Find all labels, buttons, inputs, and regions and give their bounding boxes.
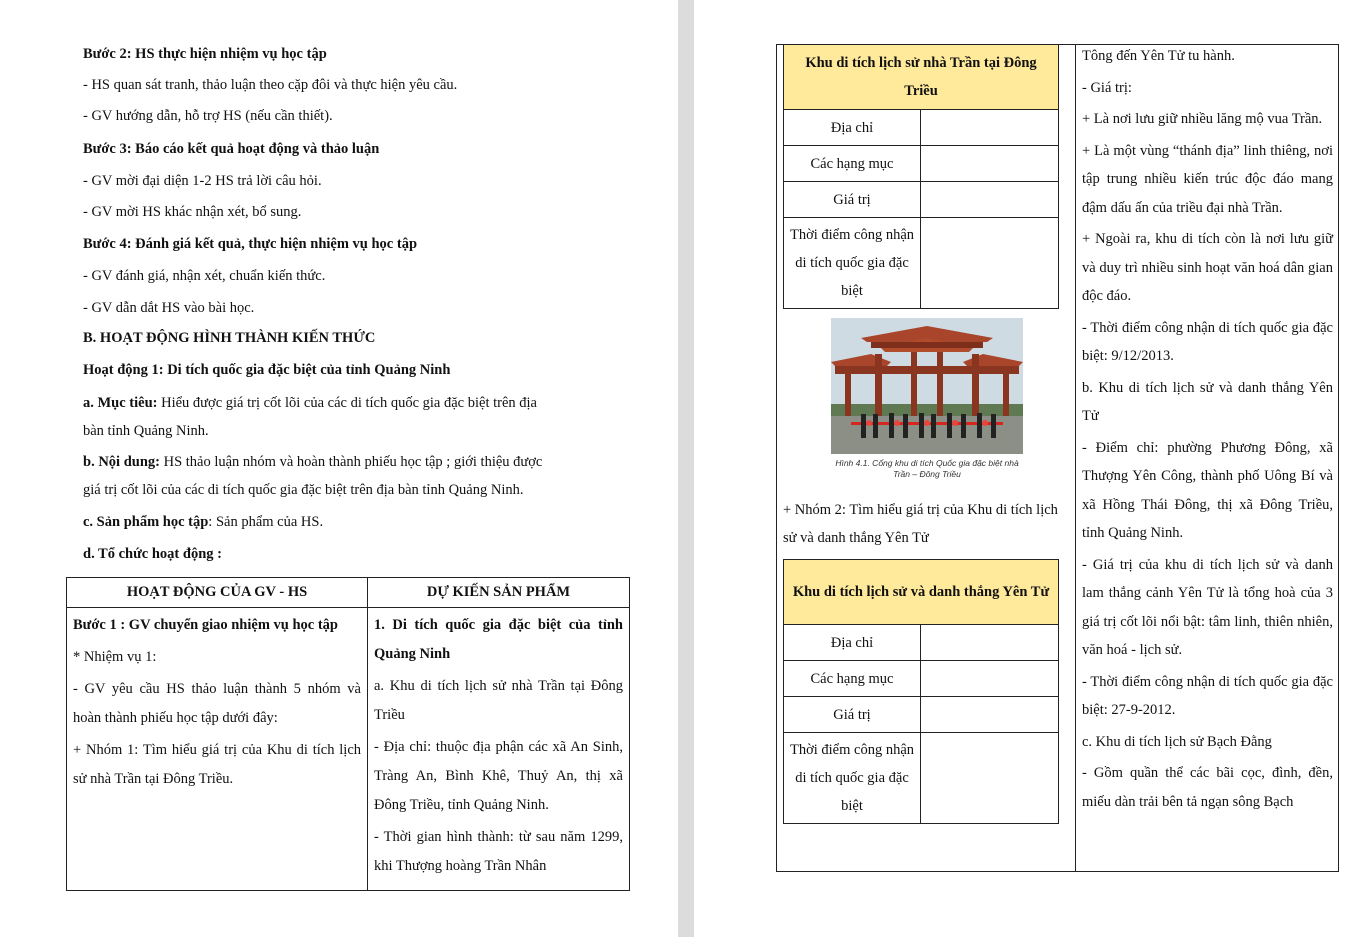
text-run: : Sản phẩm của HS. (208, 514, 324, 530)
gate-photo (831, 318, 1023, 454)
text-run: - GV mời HS khác nhận xét, bổ sung. (83, 204, 302, 220)
worksheet-cell (921, 697, 1059, 733)
bold-text: d. Tổ chức hoạt động : (83, 546, 222, 562)
text-run: - GV yêu cầu HS thảo luận thành 5 nhóm và hoàn thành phiếu học tập dưới đây: (73, 681, 361, 726)
bold-text: Bước 2: HS thực hiện nhiệm vụ học tập (83, 46, 327, 62)
product-cell (368, 608, 630, 891)
worksheet-cell (921, 146, 1059, 182)
worksheet-row-label: Giá trị (784, 182, 921, 218)
bold-text: Hoạt động 1: Di tích quốc gia đặc biệt của tỉnh Quảng Ninh (83, 362, 451, 378)
paragraph-line (83, 236, 417, 253)
activity-cell (67, 608, 368, 891)
bold-text: a. Mục tiêu: (83, 395, 158, 411)
right-column-paragraph: + Là một vùng “thánh địa” linh thiêng, nơi tập trung nhiều kiến trúc độc đáo mang đậm dấu ấn của triều đại nhà Trần. (1082, 142, 1333, 216)
worksheet-header: Khu di tích lịch sử và danh thắng Yên Tử (784, 560, 1059, 625)
right-column-paragraph: - Điểm chỉ: phường Phương Đông, xã Thượng Yên Công, thành phố Uông Bí và xã Hồng Thái Đông, thị xã Đông Triều, tỉnh Quảng Ninh. (1082, 439, 1333, 541)
bold-text: c. Sản phẩm học tập (83, 514, 209, 530)
worksheet-row-label: Giá trị (784, 697, 921, 733)
bold-text: Bước 4: Đánh giá kết quả, thực hiện nhiệm vụ học tập (83, 236, 418, 252)
paragraph-line (83, 141, 379, 158)
paragraph-line (83, 173, 322, 190)
right-column-paragraph: - Giá trị của khu di tích lịch sử và danh lam thắng cảnh Yên Tử là tổng hoà của 3 giá trị cốt lõi nổi bật: tâm linh, thiên nhiên, văn hoá - lịch sử. (1082, 556, 1333, 658)
cell-paragraph (73, 675, 361, 733)
text-run: a. Khu di tích lịch sử nhà Trần tại Đông Triều (374, 678, 623, 723)
paragraph-line (83, 454, 542, 471)
paragraph-line (83, 395, 537, 412)
text-run: - GV mời đại diện 1-2 HS trả lời câu hỏi. (83, 173, 322, 189)
worksheet-row-label: Thời điểm công nhận di tích quốc gia đặc biệt (784, 218, 921, 309)
worksheet-cell (921, 625, 1059, 661)
text-run: - Thời gian hình thành: từ sau năm 1299, khi Thượng hoàng Trần Nhân (374, 829, 623, 874)
activity-table (66, 577, 630, 891)
worksheet-cell (921, 182, 1059, 218)
worksheet-cell (921, 218, 1059, 309)
cell-paragraph (73, 643, 361, 672)
paragraph-line (83, 423, 209, 440)
cell-paragraph (374, 672, 623, 730)
text-run: HS thảo luận nhóm và hoàn thành phiếu học tập ; giới thiệu được (159, 454, 543, 470)
right-column-paragraph: - Gồm quần thể các bãi cọc, đình, đền, miếu dàn trải bên tả ngạn sông Bạch (1082, 765, 1333, 810)
right-column-paragraph: Tông đến Yên Tử tu hành. (1082, 48, 1235, 64)
paragraph-line (83, 330, 375, 347)
text-run: bàn tỉnh Quảng Ninh. (83, 423, 209, 439)
text-run: giá trị cốt lõi của các di tích quốc gia đặc biệt trên địa bàn tỉnh Quảng Ninh. (83, 482, 524, 498)
bold-text: b. Nội dung: (83, 454, 160, 470)
right-column-paragraph: - Thời điểm công nhận di tích quốc gia đặc biệt: 9/12/2013. (1082, 319, 1333, 364)
right-column-paragraph: c. Khu di tích lịch sử Bạch Đằng (1082, 733, 1272, 750)
text-run: - GV dẫn dắt HS vào bài học. (83, 300, 255, 316)
figure-caption: Hình 4.1. Cổng khu di tích Quốc gia đặc biệt nhà Trần – Đông Triều (835, 458, 1019, 479)
worksheet-row-label: Các hạng mục (784, 146, 921, 182)
bold-text: Bước 3: Báo cáo kết quả hoạt động và thảo luận (83, 141, 380, 157)
worksheet-table-tran (783, 44, 1059, 309)
paragraph-line (83, 300, 254, 317)
right-column-text (1082, 42, 1333, 819)
cell-paragraph (73, 736, 361, 794)
paragraph-line (83, 77, 457, 94)
paragraph-line (83, 514, 323, 531)
worksheet-cell (921, 661, 1059, 697)
text-run: - HS quan sát tranh, thảo luận theo cặp đôi và thực hiện yêu cầu. (83, 77, 458, 93)
worksheet-row-label: Thời điểm công nhận di tích quốc gia đặc biệt (784, 733, 921, 824)
worksheet-cell (921, 110, 1059, 146)
right-column-divider (1075, 44, 1076, 872)
right-column-paragraph: + Ngoài ra, khu di tích còn là nơi lưu giữ và duy trì nhiều sinh hoạt văn hoá dân gian độc đáo. (1082, 231, 1333, 304)
right-column-paragraph: b. Khu di tích lịch sử và danh thắng Yên Tử (1082, 379, 1333, 424)
paragraph-line (83, 546, 222, 563)
cell-paragraph (374, 823, 623, 881)
worksheet-row-label: Địa chỉ (784, 625, 921, 661)
cell-paragraph (374, 611, 623, 669)
paragraph-line (83, 46, 327, 63)
right-column-paragraph: - Thời điểm công nhận di tích quốc gia đặc biệt: 27-9-2012. (1082, 673, 1333, 718)
paragraph-line (83, 268, 325, 285)
group2-text: + Nhóm 2: Tìm hiểu giá trị của Khu di tích lịch sử và danh thắng Yên Tử (783, 502, 1058, 546)
cell-paragraph (73, 611, 361, 640)
table-header-product: DỰ KIẾN SẢN PHẨM (368, 578, 630, 608)
paragraph-line (83, 362, 450, 379)
worksheet-row-label: Địa chỉ (784, 110, 921, 146)
worksheet-table-yentu (783, 559, 1059, 824)
text-run: * Nhiệm vụ 1: (73, 649, 157, 665)
cell-paragraph (374, 733, 623, 820)
paragraph-line (83, 204, 301, 221)
text-run: Hiểu được giá trị cốt lõi của các di tích quốc gia đặc biệt trên địa (157, 395, 537, 411)
text-run: - Địa chỉ: thuộc địa phận các xã An Sinh, Tràng An, Bình Khê, Thuỷ An, thị xã Đông Triều, tỉnh Quảng Ninh. (374, 739, 623, 813)
table-header-activity: HOẠT ĐỘNG CỦA GV - HS (67, 578, 368, 608)
paragraph-line (83, 482, 524, 499)
right-column-paragraph: + Là nơi lưu giữ nhiều lăng mộ vua Trần. (1082, 111, 1323, 127)
page-gap (678, 0, 694, 937)
bold-text: 1. Di tích quốc gia đặc biệt của tỉnh Quảng Ninh (374, 617, 623, 662)
text-run: + Nhóm 1: Tìm hiểu giá trị của Khu di tích lịch sử nhà Trần tại Đông Triều. (73, 742, 361, 787)
text-run: - GV đánh giá, nhận xét, chuẩn kiến thức. (83, 268, 326, 284)
text-run: - GV hướng dẫn, hỗ trợ HS (nếu cần thiết). (83, 108, 333, 124)
worksheet-header: Khu di tích lịch sử nhà Trần tại Đông Triều (784, 45, 1059, 110)
right-column-paragraph: - Giá trị: (1082, 79, 1132, 96)
worksheet-cell (921, 733, 1059, 824)
paragraph-line (83, 108, 333, 125)
bold-text: Bước 1 : GV chuyển giao nhiệm vụ học tập (73, 617, 339, 633)
worksheet-row-label: Các hạng mục (784, 661, 921, 697)
bold-text: B. HOẠT ĐỘNG HÌNH THÀNH KIẾN THỨC (83, 330, 376, 346)
